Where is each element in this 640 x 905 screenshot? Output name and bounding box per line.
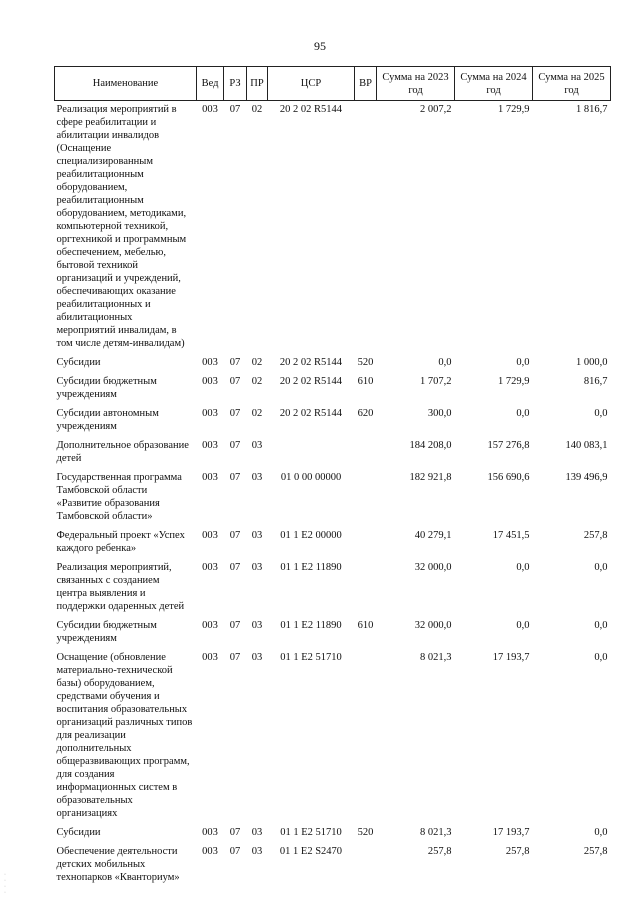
cell-sum-2024: 257,8 (505, 846, 530, 857)
cell-rz: 07 (229, 530, 241, 541)
cell-csr: 01 1 E2 11890 (280, 562, 342, 573)
cell-pr: 03 (251, 440, 263, 451)
cell-ved: 003 (202, 376, 218, 387)
cell-sum-2023: 1 707,2 (420, 376, 452, 387)
cell-vr: 520 (357, 357, 374, 368)
cell-sum-2023: 182 921,8 (409, 472, 452, 483)
cell-name: Государственная программа Тамбовской области «Развитие образования Тамбовской области» (56, 472, 182, 522)
cell-sum-2025: 139 496,9 (565, 472, 608, 483)
cell-name: Субсидии бюджетным учреждениям (56, 376, 157, 400)
cell-rz: 07 (229, 376, 241, 387)
cell-name: Субсидии (56, 827, 101, 838)
cell-csr: 01 0 00 00000 (280, 472, 342, 483)
cell-sum-2023: 32 000,0 (414, 620, 452, 631)
cell-sum-2023: 257,8 (427, 846, 452, 857)
cell-pr: 02 (251, 376, 263, 387)
table-row (55, 649, 611, 824)
cell-sum-2025: 0,0 (594, 620, 608, 631)
scan-edge-marks: · · · · (4, 872, 6, 896)
cell-pr: 02 (251, 104, 263, 115)
cell-vr: 610 (357, 376, 374, 387)
table-row (55, 843, 611, 888)
cell-sum-2024: 17 451,5 (492, 530, 530, 541)
cell-rz: 07 (229, 357, 241, 368)
table-header-row (55, 67, 611, 101)
header-sum-2024: Сумма на 2024 год (455, 67, 533, 101)
cell-vr (355, 649, 377, 824)
cell-pr: 03 (251, 562, 263, 573)
cell-vr: 620 (357, 408, 374, 419)
cell-name: Субсидии автономным учреждениям (56, 408, 159, 432)
cell-vr (355, 527, 377, 559)
cell-rz: 07 (229, 104, 241, 115)
cell-ved: 003 (202, 562, 218, 573)
cell-sum-2025: 816,7 (583, 376, 608, 387)
cell-sum-2024: 157 276,8 (487, 440, 530, 451)
cell-pr: 03 (251, 652, 263, 663)
table-row (55, 373, 611, 405)
page-number: 95 (314, 39, 326, 53)
header-rz: РЗ (224, 67, 247, 101)
cell-name: Реализация мероприятий, связанных с созданием центра выявления и поддержки одаренных детей (56, 562, 185, 612)
cell-ved: 003 (202, 530, 218, 541)
cell-ved: 003 (202, 104, 218, 115)
cell-sum-2023: 300,0 (427, 408, 452, 419)
cell-sum-2024: 17 193,7 (492, 827, 530, 838)
cell-name: Дополнительное образование детей (56, 440, 189, 464)
cell-sum-2025: 1 816,7 (576, 104, 608, 115)
header-pr: ПР (247, 67, 268, 101)
table-row (55, 824, 611, 843)
cell-sum-2025: 140 083,1 (565, 440, 608, 451)
table-row (55, 527, 611, 559)
cell-pr: 02 (251, 357, 263, 368)
cell-ved: 003 (202, 827, 218, 838)
cell-pr: 03 (251, 846, 263, 857)
cell-vr (355, 843, 377, 888)
cell-ved: 003 (202, 357, 218, 368)
cell-sum-2025: 0,0 (594, 827, 608, 838)
header-sum-2023: Сумма на 2023 год (377, 67, 455, 101)
cell-csr: 01 1 E2 51710 (280, 652, 342, 663)
table-row (55, 469, 611, 527)
cell-sum-2023: 0,0 (438, 357, 452, 368)
cell-name: Субсидии бюджетным учреждениям (56, 620, 157, 644)
cell-sum-2025: 0,0 (594, 562, 608, 573)
cell-csr: 20 2 02 R5144 (279, 104, 343, 115)
cell-sum-2024: 0,0 (516, 562, 530, 573)
cell-sum-2024: 0,0 (516, 357, 530, 368)
cell-rz: 07 (229, 472, 241, 483)
cell-sum-2024: 0,0 (516, 408, 530, 419)
cell-sum-2024: 1 729,9 (498, 104, 530, 115)
cell-sum-2024: 1 729,9 (498, 376, 530, 387)
cell-sum-2025: 0,0 (594, 408, 608, 419)
cell-ved: 003 (202, 472, 218, 483)
cell-pr: 03 (251, 472, 263, 483)
header-csr: ЦСР (268, 67, 355, 101)
cell-vr: 520 (357, 827, 374, 838)
cell-sum-2025: 257,8 (583, 530, 608, 541)
cell-csr: 01 1 E2 00000 (280, 530, 342, 541)
cell-vr (355, 101, 377, 355)
cell-rz: 07 (229, 562, 241, 573)
cell-csr: 20 2 02 R5144 (279, 376, 343, 387)
cell-name: Оснащение (обновление материально-технической базы) оборудованием, средствами обучения и воспитания образовательных организаций различных типов для реализации дополнительных общеразвивающих программ, для создания информационных систем в образовательных организациях (56, 652, 193, 819)
cell-pr: 03 (251, 620, 263, 631)
table-row (55, 437, 611, 469)
table-row (55, 405, 611, 437)
cell-csr: 01 1 E2 51710 (280, 827, 342, 838)
cell-ved: 003 (202, 652, 218, 663)
cell-name: Субсидии (56, 357, 101, 368)
header-sum-2025: Сумма на 2025 год (533, 67, 611, 101)
cell-sum-2023: 8 021,3 (420, 652, 452, 663)
table-row (55, 101, 611, 355)
cell-sum-2023: 184 208,0 (409, 440, 452, 451)
header-name: Наименование (55, 67, 197, 101)
cell-name: Обеспечение деятельности детских мобильных технопарков «Кванториум» (56, 846, 180, 883)
cell-pr: 03 (251, 827, 263, 838)
cell-pr: 03 (251, 530, 263, 541)
cell-sum-2023: 40 279,1 (414, 530, 452, 541)
cell-name: Федеральный проект «Успех каждого ребенка» (56, 530, 185, 554)
cell-rz: 07 (229, 620, 241, 631)
table-row (55, 354, 611, 373)
table-row (55, 559, 611, 617)
cell-sum-2024: 17 193,7 (492, 652, 530, 663)
cell-rz: 07 (229, 408, 241, 419)
header-vr: ВР (355, 67, 377, 101)
cell-sum-2025: 0,0 (594, 652, 608, 663)
cell-vr: 610 (357, 620, 374, 631)
table-body (55, 101, 611, 889)
cell-csr: 20 2 02 R5144 (279, 408, 343, 419)
cell-vr (355, 469, 377, 527)
table-row (55, 617, 611, 649)
cell-pr: 02 (251, 408, 263, 419)
budget-table (54, 66, 611, 888)
cell-ved: 003 (202, 620, 218, 631)
cell-name: Реализация мероприятий в сфере реабилитации и абилитации инвалидов (Оснащение специализированным реабилитационным оборудованием, реабилитационным оборудованием, методиками, компьютерной техникой, оргтехникой и программным обеспечением, мебелью, бытовой техникой организаций и учреждений, обеспечивающих оказание реабилитационных и абилитационных мероприятий инвалидам, в том числе детям-инвалидам) (56, 104, 187, 349)
cell-csr (268, 437, 355, 469)
cell-csr: 01 1 E2 11890 (280, 620, 342, 631)
cell-csr: 01 1 E2 S2470 (279, 846, 343, 857)
cell-sum-2023: 32 000,0 (414, 562, 452, 573)
cell-sum-2025: 257,8 (583, 846, 608, 857)
cell-sum-2023: 8 021,3 (420, 827, 452, 838)
cell-sum-2025: 1 000,0 (576, 357, 608, 368)
cell-rz: 07 (229, 652, 241, 663)
cell-vr (355, 437, 377, 469)
header-ved: Вед (197, 67, 224, 101)
cell-sum-2023: 2 007,2 (420, 104, 452, 115)
cell-sum-2024: 156 690,6 (487, 472, 530, 483)
cell-sum-2024: 0,0 (516, 620, 530, 631)
cell-ved: 003 (202, 846, 218, 857)
cell-rz: 07 (229, 846, 241, 857)
cell-csr: 20 2 02 R5144 (279, 357, 343, 368)
cell-rz: 07 (229, 827, 241, 838)
cell-vr (355, 559, 377, 617)
cell-rz: 07 (229, 440, 241, 451)
cell-ved: 003 (202, 440, 218, 451)
cell-ved: 003 (202, 408, 218, 419)
